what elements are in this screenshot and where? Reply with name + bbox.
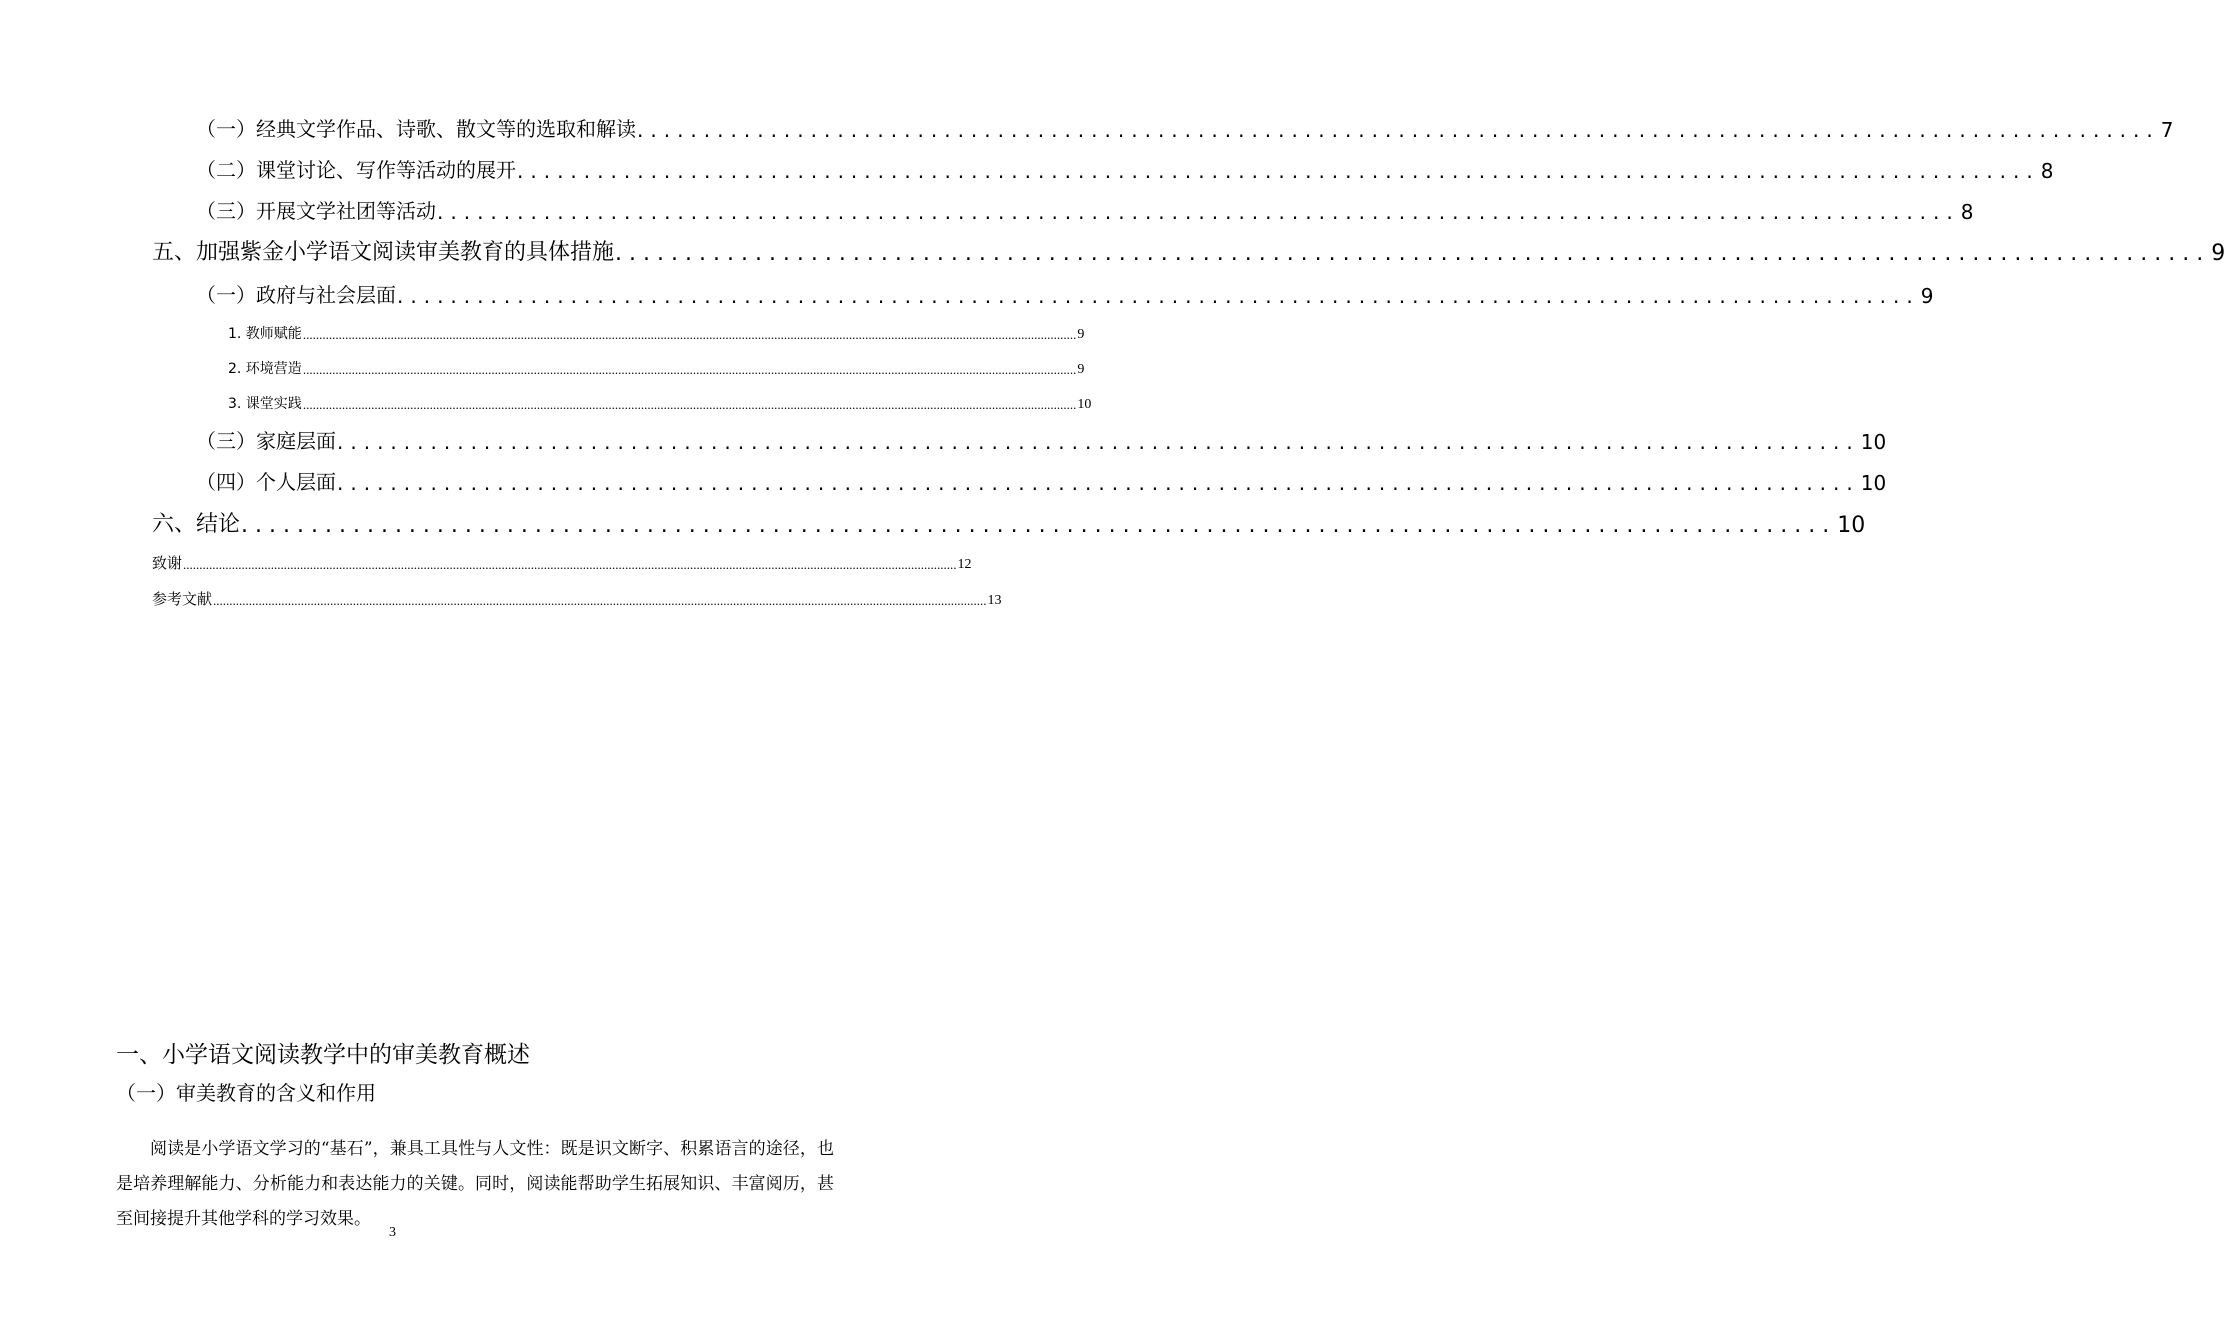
toc-entry[interactable] xyxy=(228,323,1085,343)
toc-entry-label: 致谢 xyxy=(152,556,183,572)
toc-entry[interactable] xyxy=(228,358,1085,378)
toc-entry-page: 7 xyxy=(2160,118,2174,142)
toc-dot-leader: .................................................................................................................. xyxy=(337,471,1860,495)
toc-dot-leader: .................................................................................................................. xyxy=(437,200,1960,224)
toc-entry[interactable] xyxy=(228,393,1092,413)
toc-entry[interactable] xyxy=(152,508,1866,538)
toc-entry-label: （二）课堂讨论、写作等活动的展开 xyxy=(196,158,516,182)
toc-entry-label: （一）经典文学作品、诗歌、散文等的选取和解读 xyxy=(196,117,636,141)
toc-entry-label: （四）个人层面 xyxy=(196,470,336,494)
section-heading: 一、小学语文阅读教学中的审美教育概述 xyxy=(116,1042,530,1068)
toc-entry[interactable] xyxy=(196,280,1934,308)
toc-dot-leader: .................................................................................................................. xyxy=(637,118,2160,142)
toc-entry-page: 10 xyxy=(1860,471,1887,495)
toc-dot-leader: .................................................................................................................. xyxy=(397,284,1920,308)
toc-entry[interactable] xyxy=(152,553,972,573)
toc-entry[interactable] xyxy=(196,467,1887,495)
toc-dot-leader: .................................................................................................................. xyxy=(337,430,1860,454)
toc-dot-leader: .............................................................................................................................................................................................................................................. xyxy=(302,362,1077,377)
toc-dot-leader: .................................................................................................................. xyxy=(615,241,2211,266)
toc-entry-label: 1. 教师赋能 xyxy=(228,326,302,342)
toc-entry-label: 六、结论 xyxy=(152,512,241,537)
toc-entry[interactable] xyxy=(196,426,1887,454)
toc-dot-leader: .............................................................................................................................................................................................................................................. xyxy=(213,593,987,608)
toc-entry-page: 10 xyxy=(1077,397,1092,412)
toc-entry-page: 13 xyxy=(987,593,1002,608)
toc-entry[interactable] xyxy=(196,155,2054,183)
toc-entry-page: 10 xyxy=(1860,430,1887,454)
toc-entry-page: 8 xyxy=(1960,200,1974,224)
toc-entry-page: 9 xyxy=(1077,327,1085,342)
subsection-heading: （一）审美教育的含义和作用 xyxy=(116,1081,376,1105)
toc-entry-label: （一）政府与社会层面 xyxy=(196,283,396,307)
toc-dot-leader: .................................................................................................................. xyxy=(517,159,2040,183)
page-number: 3 xyxy=(389,1225,396,1240)
toc-entry-label: 参考文献 xyxy=(152,592,213,608)
toc-entry-page: 9 xyxy=(1077,362,1085,377)
toc-dot-leader: .................................................................................................................. xyxy=(241,513,1837,538)
body-paragraph: 阅读是小学语文学习的“基石”，兼具工具性与人文性：既是识文断字、积累语言的途径，也是培养理解能力、分析能力和表达能力的关键。同时，阅读能帮助学生拓展知识、丰富阅历，甚至间接提升其他学科的学习效果。 xyxy=(116,1139,834,1229)
toc-entry-page: 12 xyxy=(957,557,972,572)
toc-dot-leader: .............................................................................................................................................................................................................................................. xyxy=(302,397,1077,412)
toc-entry[interactable] xyxy=(152,589,1002,609)
toc-entry-page: 9 xyxy=(2211,241,2225,266)
toc-dot-leader: .............................................................................................................................................................................................................................................. xyxy=(302,327,1077,342)
toc-entry[interactable] xyxy=(196,114,2174,142)
toc-entry-label: 五、加强紫金小学语文阅读审美教育的具体措施 xyxy=(152,240,615,265)
toc-dot-leader: .............................................................................................................................................................................................................................................. xyxy=(183,557,957,572)
toc-entry[interactable] xyxy=(152,236,2225,266)
toc-entry-label: 3. 课堂实践 xyxy=(228,396,302,412)
toc-entry[interactable] xyxy=(196,196,1974,224)
toc-entry-label: （三）开展文学社团等活动 xyxy=(196,199,436,223)
toc-entry-page: 8 xyxy=(2040,159,2054,183)
toc-entry-page: 9 xyxy=(1920,284,1934,308)
toc-entry-page: 10 xyxy=(1837,513,1866,538)
toc-entry-label: 2. 环境营造 xyxy=(228,361,302,377)
toc-entry-label: （三）家庭层面 xyxy=(196,429,336,453)
